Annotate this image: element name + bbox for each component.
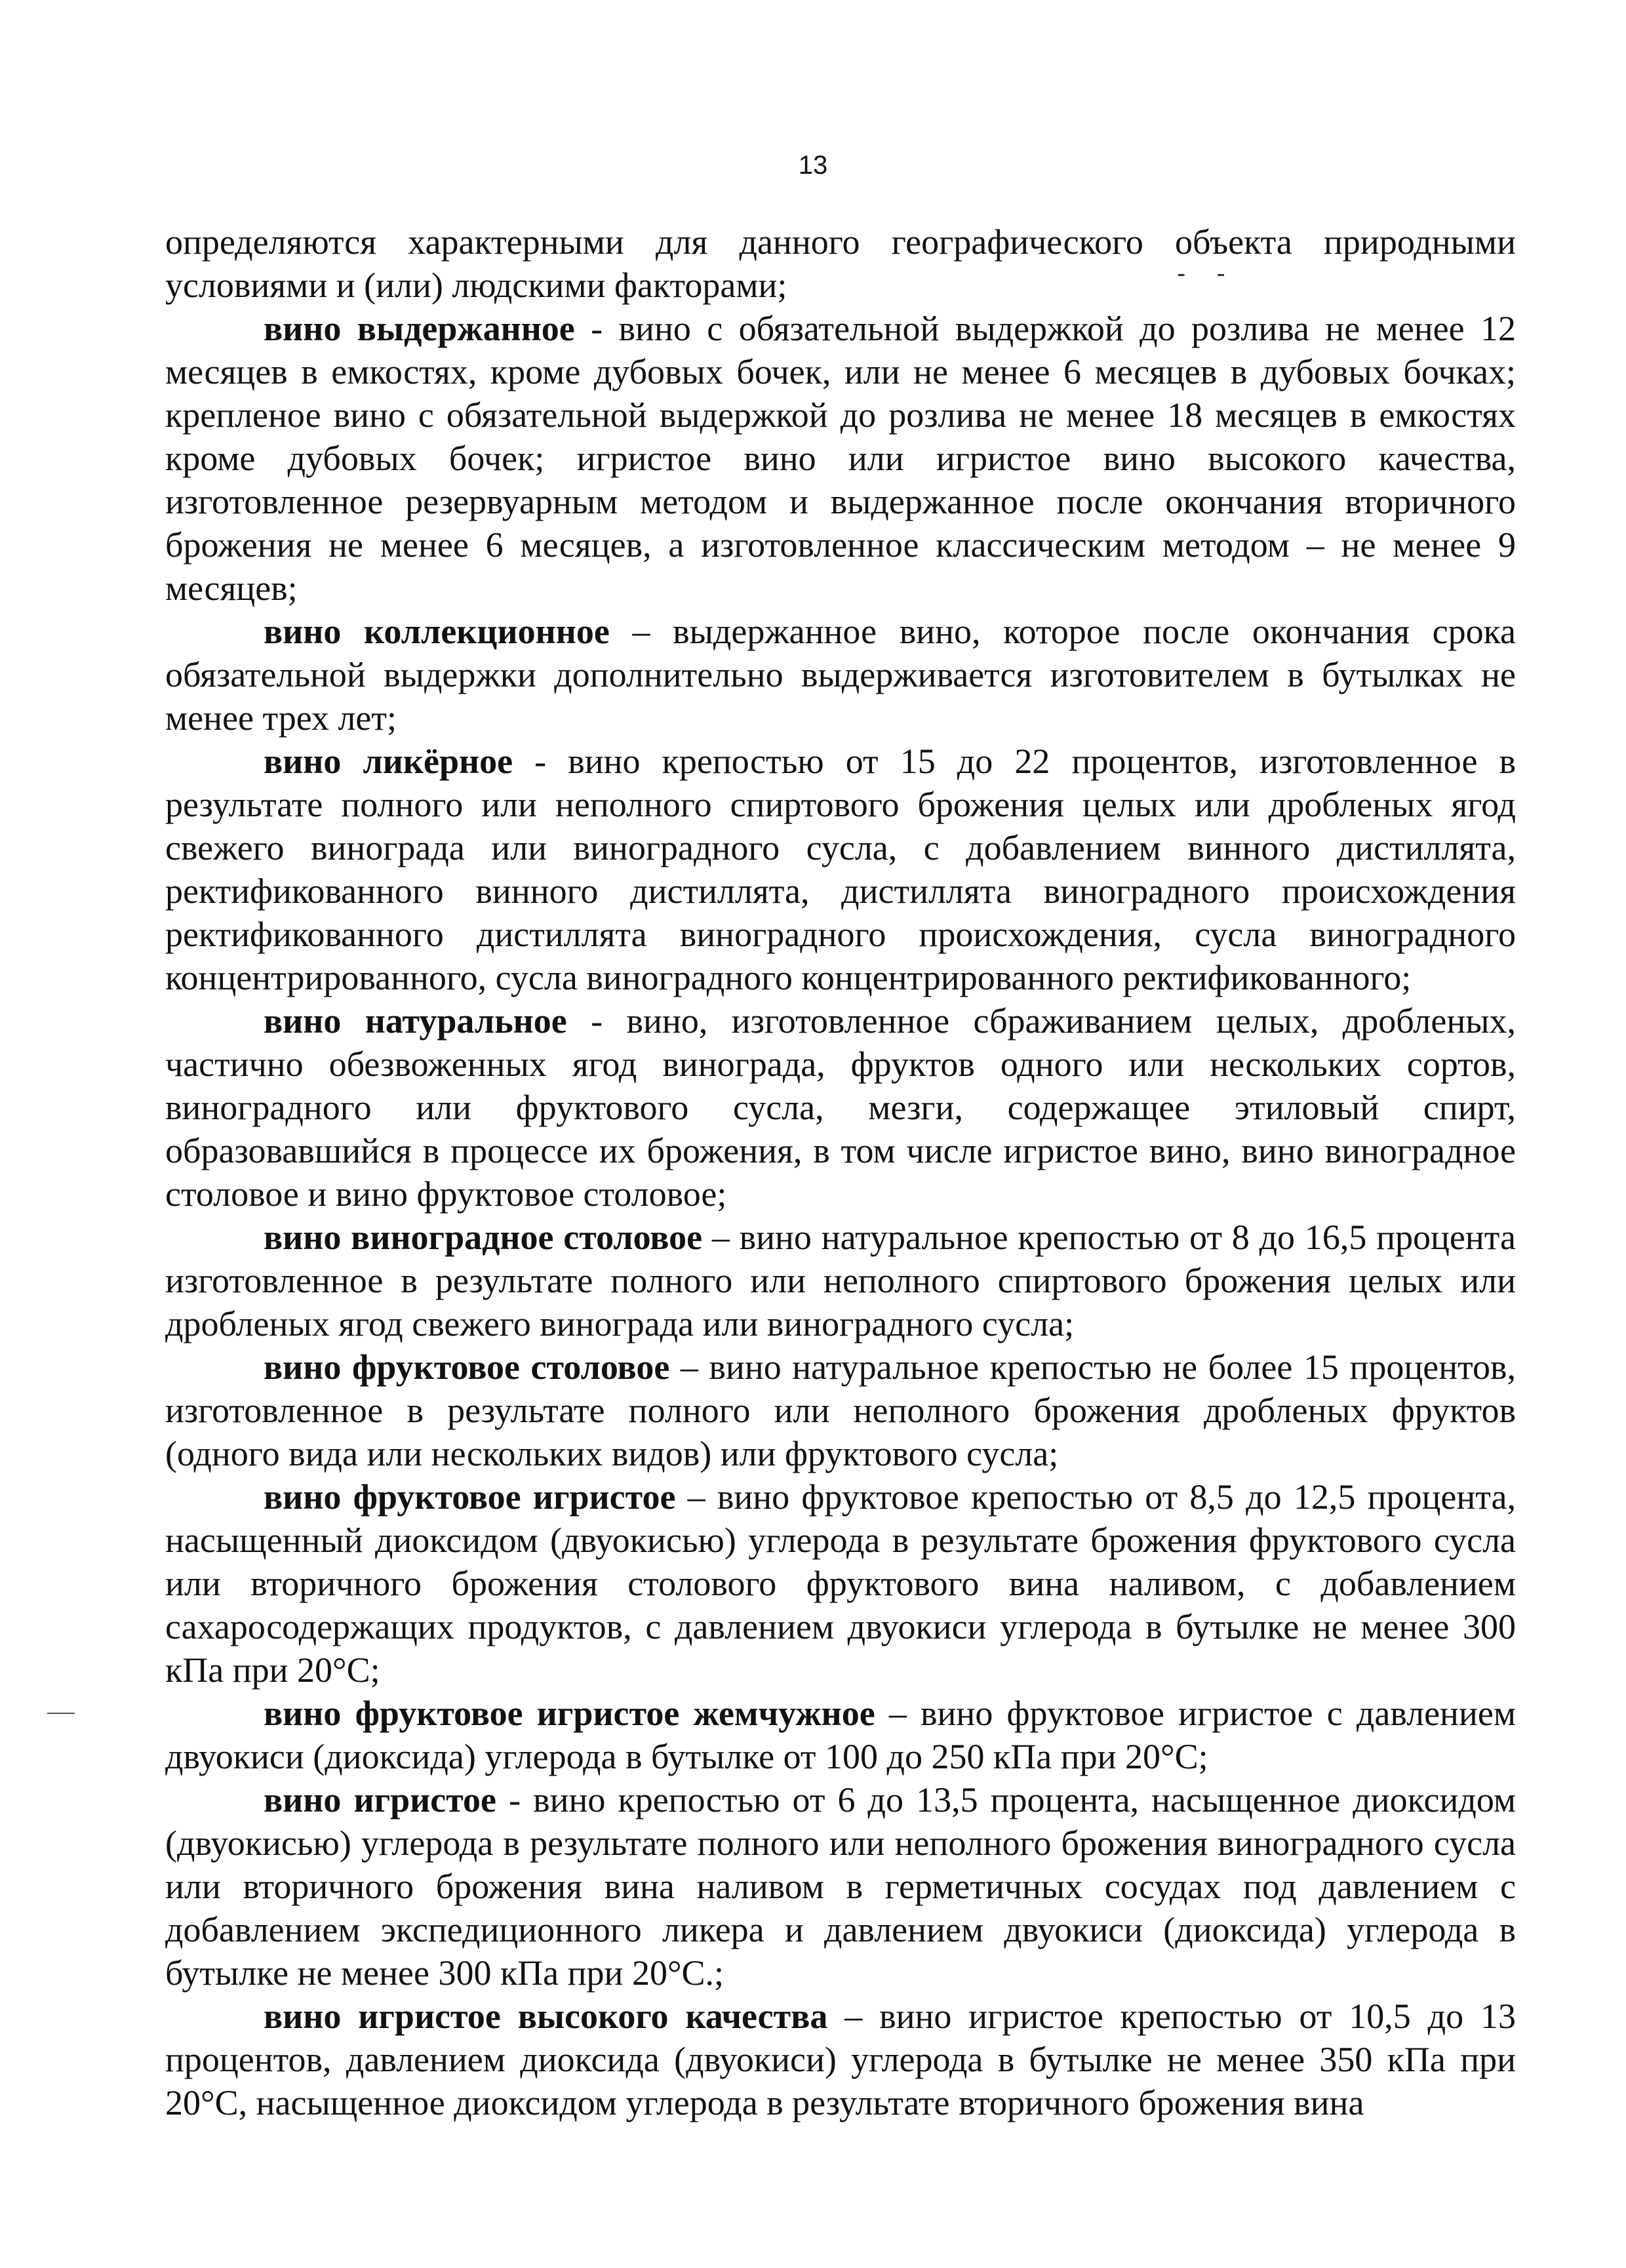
page-number: 13	[798, 151, 828, 180]
definition-fruit-table-wine	[165, 1345, 1516, 1475]
term-label: вино фруктовое игристое	[264, 1477, 676, 1517]
term-label: вино игристое	[264, 1780, 496, 1820]
definition-aged-wine	[165, 307, 1516, 610]
definition-collection-wine	[165, 610, 1516, 740]
term-label: вино виноградное столовое	[264, 1218, 703, 1257]
term-label: вино коллекционное	[264, 612, 610, 651]
term-label: вино натуральное	[264, 1001, 567, 1041]
term-label: вино фруктовое столовое	[264, 1347, 670, 1387]
definition-premium-sparkling-wine	[165, 1995, 1516, 2124]
margin-dash	[47, 1713, 75, 1714]
definition-text: – вино фруктовое крепостью от 8,5 до 12,5 процента, насыщенный диоксидом (двуокисью) углерода в результате брожения фруктового сусла или вторичного брожения столового фруктового вина наливом, с добавлением сахаросодержащих продуктов, с давлением двуокиси углерода в бутылке не менее 300 кПа при 20°С;	[165, 1477, 1516, 1690]
document-body	[165, 220, 1516, 2124]
definition-natural-wine	[165, 999, 1516, 1216]
definition-text: – вино натуральное крепостью от 8 до 16,5 процента изготовленное в результате полного или неполного спиртового брожения целых или дробленых ягод свежего винограда или виноградного сусла;	[165, 1218, 1516, 1343]
paragraph-continuation	[165, 220, 1516, 307]
term-label: вино игристое высокого качества	[264, 1997, 828, 2036]
definition-text: - вино крепостью от 15 до 22 процентов, изготовленное в результате полного или неполного спиртового брожения целых или дробленых ягод свежего винограда или виноградного сусла, с добавлением винного дистиллята, ректификованного винного дистиллята, дистиллята виноградного происхождения ректификованного дистиллята виноградного происхождения, сусла виноградного концентрированного, сусла виноградного концентрированного ректификованного;	[165, 742, 1516, 997]
definition-text: – выдержанное вино, которое после окончания срока обязательной выдержки дополнительно выдерживается изготовителем в бутылках не менее трех лет;	[165, 612, 1516, 738]
definition-text: - вино, изготовленное сбраживанием целых, дробленых, частично обезвоженных ягод винограда, фруктов одного или нескольких сортов, виноградного или фруктового сусла, мезги, содержащее этиловый спирт, образовавшийся в процессе их брожения, в том числе игристое вино, вино виноградное столовое и вино фруктовое столовое;	[165, 1001, 1517, 1214]
definition-liqueur-wine	[165, 740, 1516, 999]
term-label: вино выдержанное	[264, 309, 575, 348]
definition-text: – вино фруктовое игристое с давлением двуокиси (диоксида) углерода в бутылке от 100 до 250 кПа при 20°С;	[165, 1694, 1516, 1776]
paragraph-text: определяются характерными для данного географического объекта природными условиями и (или) людскими факторами;	[165, 222, 1516, 305]
definition-grape-table-wine	[165, 1216, 1516, 1345]
term-label: вино ликёрное	[264, 742, 513, 781]
scan-artifact-marks: - -	[1177, 259, 1237, 288]
definition-text: - вино крепостью от 6 до 13,5 процента, насыщенное диоксидом (двуокисью) углерода в результате полного или неполного брожения виноградного сусла или вторичного брожения вина наливом в герметичных сосудах под давлением с добавлением экспедиционного ликера и давлением двуокиси (диоксида) углерода в бутылке не менее 300 кПа при 20°С.;	[165, 1780, 1517, 1993]
definition-text: – вино игристое крепостью от 10,5 до 13 процентов, давлением диоксида (двуокиси) углерода в бутылке не менее 350 кПа при 20°С, насыщенное диоксидом углерода в результате вторичного брожения вина	[165, 1997, 1516, 2122]
definition-sparkling-wine	[165, 1778, 1516, 1995]
definition-fruit-sparkling-wine	[165, 1475, 1516, 1692]
definition-fruit-pearl-wine	[165, 1692, 1516, 1778]
definition-text: - вино с обязательной выдержкой до розлива не менее 12 месяцев в емкостях, кроме дубовых бочек, или не менее 6 месяцев в дубовых бочках; крепленое вино с обязательной выдержкой до розлива не менее 18 месяцев в емкостях кроме дубовых бочек; игристое вино или игристое вино высокого качества, изготовленное резервуарным методом и выдержанное после окончания вторичного брожения не менее 6 месяцев, а изготовленное классическим методом – не менее 9 месяцев;	[165, 309, 1516, 608]
definition-text: – вино натуральное крепостью не более 15 процентов, изготовленное в результате полного или неполного брожения дробленых фруктов (одного вида или нескольких видов) или фруктового сусла;	[165, 1347, 1516, 1473]
term-label: вино фруктовое игристое жемчужное	[264, 1694, 875, 1733]
